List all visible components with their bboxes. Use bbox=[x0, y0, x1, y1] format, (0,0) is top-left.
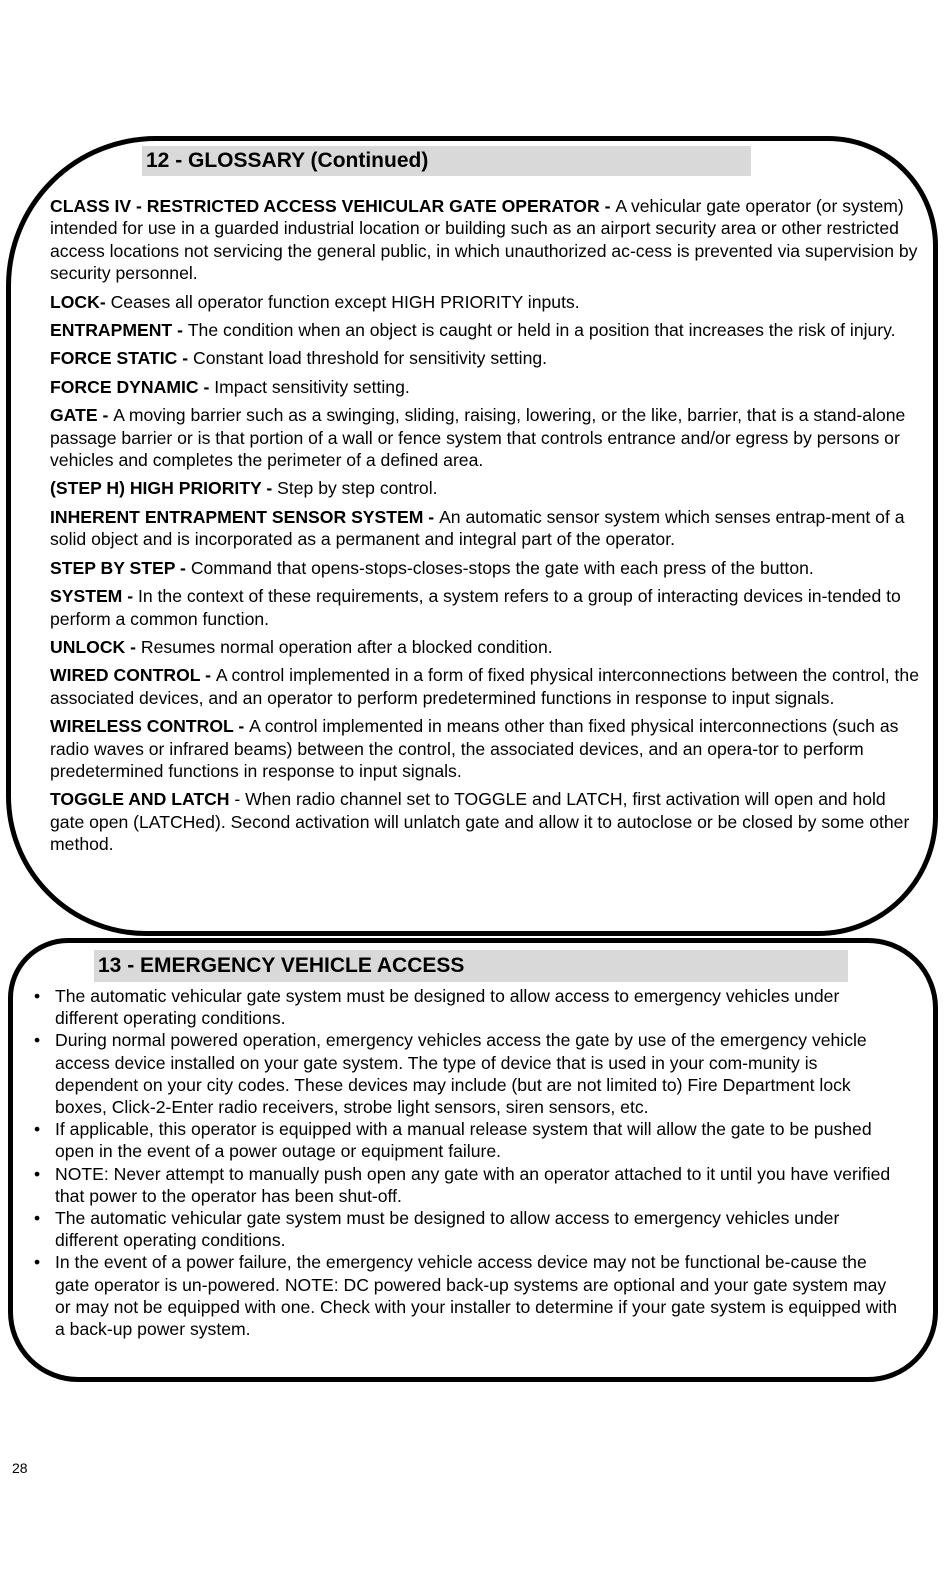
glossary-term: WIRED CONTROL - bbox=[50, 665, 216, 686]
glossary-term: CLASS IV - RESTRICTED ACCESS VEHICULAR GATE OPERATOR - bbox=[50, 196, 616, 216]
glossary-entry bbox=[50, 376, 920, 398]
bullet-icon: • bbox=[34, 1208, 41, 1229]
bullet-icon: • bbox=[34, 1119, 41, 1140]
glossary-entry bbox=[50, 636, 920, 658]
list-item-text: During normal powered operation, emergency vehicles access the gate by use of the emergency vehicle access device installed on your gate system. The type of device that is used in your com-munity is dependent on your city codes. These devices may include (but are not limited to) Fire Department lock boxes, Click-2-Enter radio receivers, strobe light sensors, siren sensors, etc. bbox=[55, 1030, 867, 1118]
bullet-icon: • bbox=[34, 1030, 41, 1051]
glossary-term: WIRELESS CONTROL - bbox=[50, 716, 250, 737]
glossary-entry bbox=[50, 788, 920, 855]
glossary-definition: Step by step control. bbox=[277, 478, 438, 499]
list-item bbox=[24, 1163, 904, 1207]
glossary-definition: Resumes normal operation after a blocked condition. bbox=[140, 636, 553, 657]
glossary-definition: Constant load threshold for sensitivity setting. bbox=[193, 348, 548, 369]
list-item bbox=[24, 985, 904, 1029]
glossary-term: SYSTEM - bbox=[50, 586, 138, 607]
glossary-term: LOCK- bbox=[50, 291, 111, 312]
bullet-icon: • bbox=[34, 1163, 41, 1184]
glossary-term: (STEP H) HIGH PRIORITY - bbox=[50, 478, 278, 499]
list-item-text: In the event of a power failure, the emergency vehicle access device may not be functional be-cause the gate operator is un-powered. NOTE: DC powered back-up systems are optional and your gate system may or may not be equipped with one. Check with your installer to determine if your gate system is equipped with a back-up power system. bbox=[55, 1252, 898, 1340]
glossary-term: UNLOCK - bbox=[50, 636, 141, 657]
glossary-entry bbox=[50, 291, 920, 313]
glossary-list bbox=[50, 195, 920, 862]
glossary-definition: A control implemented in a form of fixed physical interconnections between the control, the associated devices, and an operator to perform predetermined functions in response to input signals. bbox=[50, 665, 919, 708]
glossary-entry bbox=[50, 664, 920, 709]
glossary-heading: 12 - GLOSSARY (Continued) bbox=[142, 146, 751, 176]
list-item-text: The automatic vehicular gate system must be designed to allow access to emergency vehicles under different operating conditions. bbox=[55, 986, 840, 1029]
list-item bbox=[24, 1029, 904, 1118]
bullet-icon: • bbox=[34, 1252, 41, 1273]
list-item-text: The automatic vehicular gate system must be designed to allow access to emergency vehicles under different operating conditions. bbox=[55, 1208, 840, 1251]
bullet-icon: • bbox=[34, 986, 41, 1006]
list-item bbox=[24, 1251, 904, 1340]
glossary-entry bbox=[50, 404, 920, 471]
glossary-entry bbox=[50, 319, 920, 341]
glossary-definition: The condition when an object is caught or held in a position that increases the risk of injury. bbox=[187, 320, 896, 341]
glossary-definition: Command that opens-stops-closes-stops the gate with each press of the button. bbox=[190, 557, 814, 578]
glossary-entry bbox=[50, 715, 920, 782]
glossary-definition: A vehicular gate operator (or system) intended for use in a guarded industrial location or building such as an airport security area or other restricted access locations not servicing the general public, in which unauthorized ac-cess is prevented via supervision by security personnel. bbox=[50, 196, 918, 284]
emergency-heading: 13 - EMERGENCY VEHICLE ACCESS bbox=[94, 950, 848, 982]
glossary-term: FORCE STATIC - bbox=[50, 348, 194, 369]
glossary-definition: - When radio channel set to TOGGLE and LATCH, first activation will open and hold gate open (LATCHed). Second activation will unlatch gate and allow it to autoclose or be closed by some other method. bbox=[50, 789, 910, 855]
list-item-text: NOTE: Never attempt to manually push open any gate with an operator attached to it until you have verified that power to the operator has been shut-off. bbox=[55, 1163, 891, 1206]
glossary-definition: Impact sensitivity setting. bbox=[214, 376, 410, 397]
list-item bbox=[24, 1207, 904, 1251]
glossary-term: STEP BY STEP - bbox=[50, 557, 191, 578]
glossary-definition: A control implemented in means other than fixed physical interconnections (such as radio waves or infrared beams) between the control, the associated devices, and an opera-tor to perform predetermined functions in response to input signals. bbox=[50, 716, 899, 781]
glossary-term: TOGGLE AND LATCH bbox=[50, 789, 235, 810]
glossary-entry bbox=[50, 585, 920, 630]
list-item bbox=[24, 1118, 904, 1162]
glossary-entry bbox=[50, 506, 920, 551]
glossary-term: ENTRAPMENT - bbox=[50, 320, 188, 341]
glossary-entry bbox=[50, 195, 920, 285]
glossary-entry bbox=[50, 347, 920, 369]
glossary-term: INHERENT ENTRAPMENT SENSOR SYSTEM - bbox=[50, 506, 440, 527]
glossary-definition: In the context of these requirements, a system refers to a group of interacting devices in-tended to perform a common function. bbox=[50, 586, 901, 629]
glossary-definition: A moving barrier such as a swinging, sliding, raising, lowering, or the like, barrier, that is a stand-alone passage barrier or is that portion of a wall or fence system that controls entrance and/or egress by persons or vehicles and completes the perimeter of a defined area. bbox=[50, 405, 906, 471]
emergency-list bbox=[24, 985, 904, 1340]
glossary-definition: An automatic sensor system which senses entrap-ment of a solid object and is incorporated as a permanent and integral part of the operator. bbox=[50, 506, 905, 550]
glossary-entry bbox=[50, 557, 920, 579]
list-item-text: If applicable, this operator is equipped with a manual release system that will allow the gate to be pushed open in the event of a power outage or equipment failure. bbox=[55, 1119, 872, 1162]
glossary-entry bbox=[50, 477, 920, 499]
page-number: 28 bbox=[12, 1460, 28, 1476]
glossary-definition: Ceases all operator function except HIGH PRIORITY inputs. bbox=[110, 291, 580, 312]
glossary-term: GATE - bbox=[50, 405, 114, 426]
glossary-term: FORCE DYNAMIC - bbox=[50, 376, 215, 397]
